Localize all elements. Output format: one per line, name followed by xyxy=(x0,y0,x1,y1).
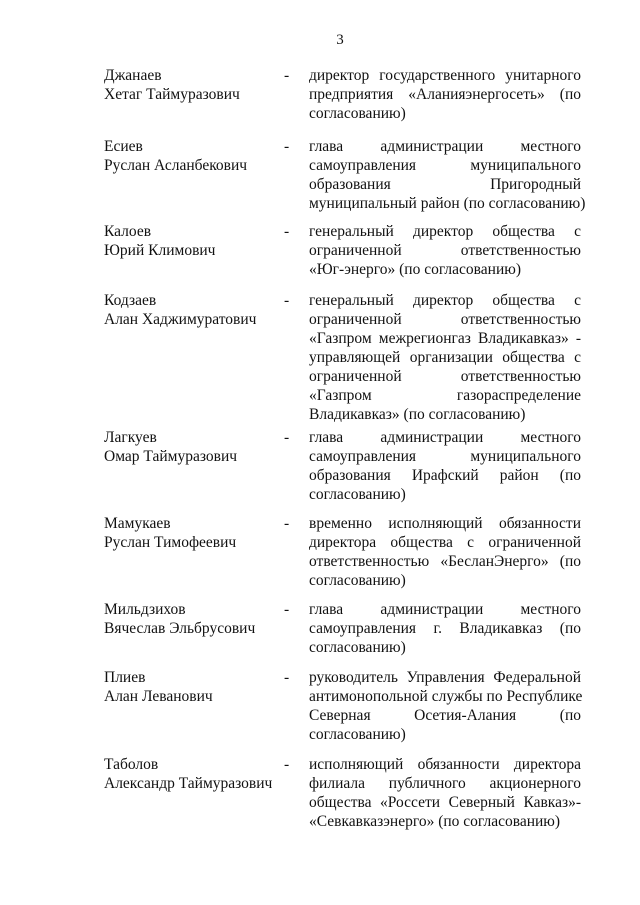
role-line: антимонопольной службы по Республике xyxy=(309,688,583,705)
member-role xyxy=(309,514,581,590)
role-line: «Севкавказэнерго» (по согласованию) xyxy=(309,813,561,830)
member-surname: Плиев xyxy=(104,669,146,686)
role-line: согласованию) xyxy=(309,105,406,122)
role-line: согласованию) xyxy=(309,639,406,656)
role-line: глава администрации местного xyxy=(309,138,581,155)
role-line: согласованию) xyxy=(309,486,406,503)
member-given-names: Александр Таймуразович xyxy=(104,775,273,792)
role-line: согласованию) xyxy=(309,572,406,589)
member-role xyxy=(309,137,586,213)
role-line: генеральный директор общества с xyxy=(309,223,581,240)
separator-dash: - xyxy=(284,601,290,618)
member-role xyxy=(309,428,581,504)
page-number: 3 xyxy=(336,32,344,48)
member-role xyxy=(309,66,581,123)
role-line: ограниченной ответственностью xyxy=(309,311,581,328)
role-line: «Газпром межрегионгаз Владикавказ» - xyxy=(309,330,581,347)
role-line: образования Пригородный xyxy=(309,176,581,193)
member-surname: Есиев xyxy=(104,138,143,155)
member-surname: Кодзаев xyxy=(104,292,157,309)
member-surname: Мамукаев xyxy=(104,515,171,532)
member-name xyxy=(104,291,284,329)
member-name xyxy=(104,66,284,104)
member-given-names: Алан Леванович xyxy=(104,688,213,705)
role-line: управляющей организации общества с xyxy=(309,349,581,366)
role-line: самоуправления г. Владикавказ (по xyxy=(309,620,581,637)
member-given-names: Юрий Климович xyxy=(104,242,216,259)
separator-dash: - xyxy=(284,67,290,84)
separator-dash: - xyxy=(284,223,290,240)
role-line: «Газпром газораспределение xyxy=(309,387,581,404)
role-line: Владикавказ» (по согласованию) xyxy=(309,406,526,423)
role-line: глава администрации местного xyxy=(309,429,581,446)
member-surname: Калоев xyxy=(104,223,152,240)
separator-dash: - xyxy=(284,515,290,532)
role-line: общества «Россети Северный Кавказ»- xyxy=(309,794,581,811)
member-name xyxy=(104,222,284,260)
member-given-names: Вячеслав Эльбрусович xyxy=(104,620,256,637)
separator-dash: - xyxy=(284,138,290,155)
role-line: ответственностью «БесланЭнерго» (по xyxy=(309,553,581,570)
role-line: «Юг-энерго» (по согласованию) xyxy=(309,261,521,278)
role-line: муниципальный район (по согласованию) xyxy=(309,195,586,212)
member-surname: Таболов xyxy=(104,756,159,773)
member-role xyxy=(309,600,581,657)
member-given-names: Руслан Асланбекович xyxy=(104,157,248,174)
member-name xyxy=(104,514,284,552)
role-line: генеральный директор общества с xyxy=(309,292,581,309)
member-name xyxy=(104,600,284,638)
role-line: временно исполняющий обязанности xyxy=(309,515,581,532)
member-given-names: Омар Таймуразович xyxy=(104,448,238,465)
member-name xyxy=(104,668,284,706)
member-role xyxy=(309,291,581,424)
separator-dash: - xyxy=(284,429,290,446)
role-line: ограниченной ответственностью xyxy=(309,368,581,385)
role-line: филиала публичного акционерного xyxy=(309,775,581,792)
member-surname: Джанаев xyxy=(104,67,162,84)
role-line: глава администрации местного xyxy=(309,601,581,618)
member-surname: Мильдзихов xyxy=(104,601,186,618)
role-line: предприятия «Аланияэнергосеть» (по xyxy=(309,86,581,103)
role-line: Северная Осетия-Алания (по xyxy=(309,707,581,724)
role-line: образования Ирафский район (по xyxy=(309,467,581,484)
member-role xyxy=(309,755,581,831)
role-line: самоуправления муниципального xyxy=(309,157,581,174)
member-name xyxy=(104,137,284,175)
member-given-names: Руслан Тимофеевич xyxy=(104,534,237,551)
role-line: руководитель Управления Федеральной xyxy=(309,669,581,686)
role-line: самоуправления муниципального xyxy=(309,448,581,465)
member-given-names: Хетаг Таймуразович xyxy=(104,86,240,103)
role-line: директор государственного унитарного xyxy=(309,67,581,84)
separator-dash: - xyxy=(284,756,290,773)
member-surname: Лагкуев xyxy=(104,429,157,446)
role-line: ограниченной ответственностью xyxy=(309,242,581,259)
role-line: исполняющий обязанности директора xyxy=(309,756,581,773)
separator-dash: - xyxy=(284,669,290,686)
member-role xyxy=(309,222,581,279)
separator-dash: - xyxy=(284,292,290,309)
member-role xyxy=(309,668,581,744)
role-line: согласованию) xyxy=(309,726,406,743)
role-line: директора общества с ограниченной xyxy=(309,534,581,551)
member-given-names: Алан Хаджимуратович xyxy=(104,311,257,328)
member-name xyxy=(104,428,284,466)
member-name xyxy=(104,755,284,793)
